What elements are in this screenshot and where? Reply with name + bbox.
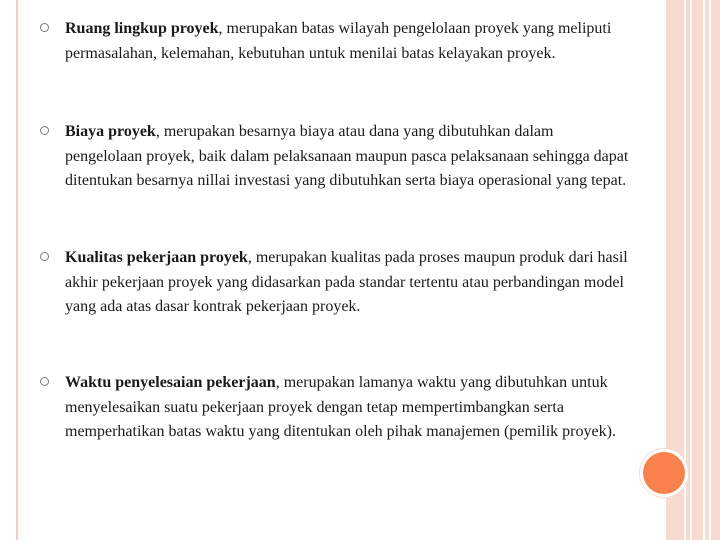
- bullet-text: [65, 371, 630, 445]
- bullet-term: Kualitas pekerjaan proyek: [65, 249, 248, 266]
- bullet-description: , merupakan besarnya biaya atau dana yang dibutuhkan dalam pengelolaan proyek, baik dalam pelaksanaan maupun pasca pelaksanaan sehingga dapat ditentukan besarnya nillai investasi yang dibutuhkan serta biaya operasional yang tepat.: [65, 123, 629, 189]
- circle-bullet-icon: [40, 23, 49, 32]
- side-stripe: [690, 0, 692, 540]
- bullet-term: Ruang lingkup proyek: [65, 20, 219, 37]
- side-stripe: [684, 0, 686, 540]
- bullet-description: , merupakan kualitas pada proses maupun produk dari hasil akhir pekerjaan proyek yang didasarkan pada standar tertentu atau perbandingan model yang ada atas dasar kontrak pekerjaan proyek.: [65, 249, 628, 315]
- decorative-circle: [640, 449, 688, 497]
- bullet-text: [65, 120, 630, 194]
- side-stripe: [703, 0, 705, 540]
- bullet-text: [65, 17, 630, 66]
- left-border-line: [16, 0, 18, 540]
- circle-bullet-icon: [40, 126, 49, 135]
- bullet-description: , merupakan lamanya waktu yang dibutuhkan untuk menyelesaikan suatu pekerjaan proyek dengan tetap mempertimbangkan serta memperhatikan batas waktu yang ditentukan oleh pihak manajemen (pemilik proyek).: [65, 374, 616, 440]
- bullet-description: , merupakan batas wilayah pengelolaan proyek yang meliputi permasalahan, kelemahan, kebutuhan untuk menilai batas kelayakan proyek.: [65, 20, 612, 62]
- bullet-term: Waktu penyelesaian pekerjaan: [65, 374, 276, 391]
- side-stripe: [709, 0, 711, 540]
- bullet-term: Biaya proyek: [65, 123, 156, 140]
- bullet-text: [65, 246, 630, 320]
- circle-bullet-icon: [40, 377, 49, 386]
- circle-bullet-icon: [40, 252, 49, 261]
